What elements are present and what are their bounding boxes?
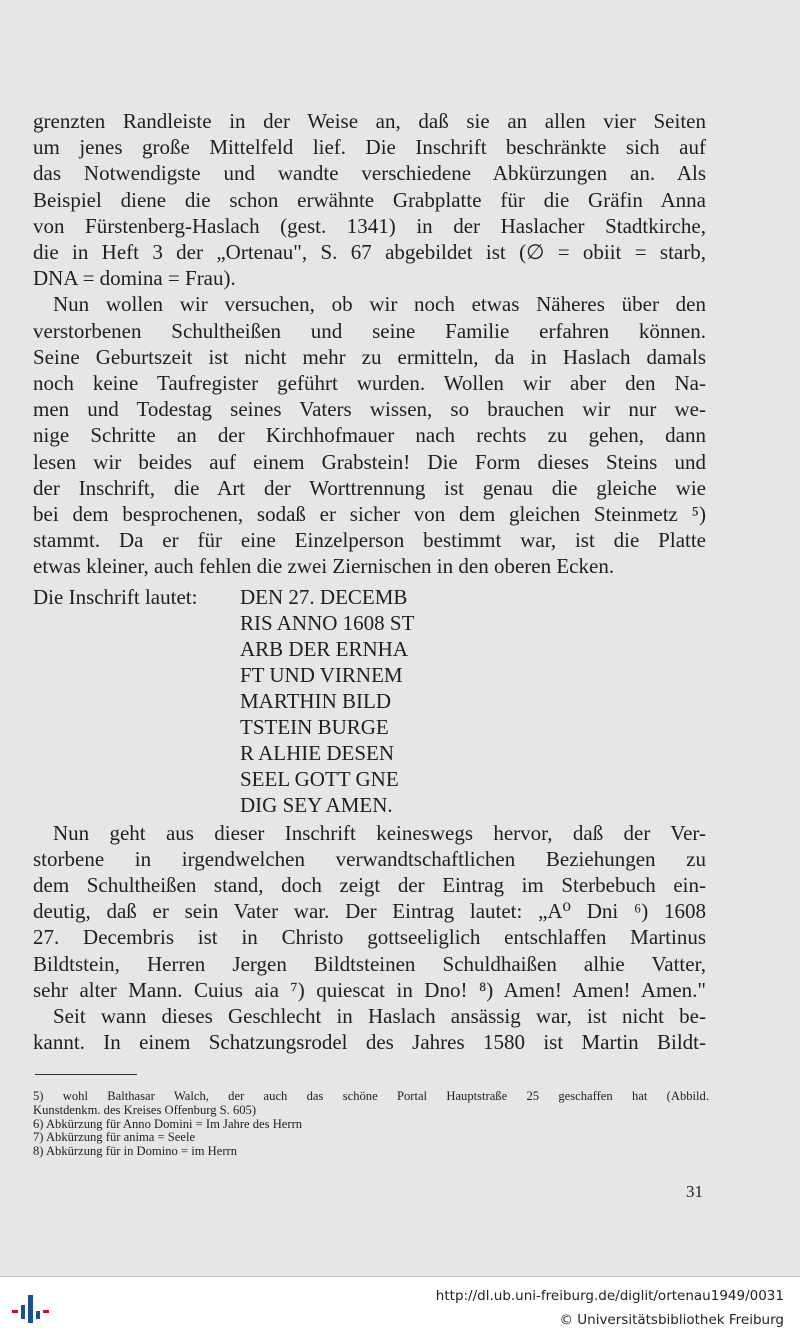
footnote-line: 8) Abkürzung für in Domino = im Herrn	[33, 1144, 238, 1159]
text-line: Seit wann dieses Geschlecht in Haslach ansässig war, ist nicht be-	[53, 1004, 706, 1029]
footnote-line: 6) Abkürzung für Anno Domini = Im Jahre des Herrn	[33, 1116, 303, 1131]
text-line: noch keine Taufregister geführt wurden. Wollen wir aber den Na-	[33, 371, 706, 396]
text-line: storbene in irgendwelchen verwandtschaftlichen Beziehungen zu	[33, 846, 706, 871]
inscription-line: RIS ANNO 1608 ST	[240, 610, 415, 635]
inscription-block	[33, 584, 706, 818]
inscription-line: TSTEIN BURGE	[240, 714, 389, 739]
paragraph-1	[33, 108, 706, 291]
text-line: verstorbenen Schultheißen und seine Familie erfahren können.	[33, 318, 706, 343]
footnote-line: Kunstdenkm. des Kreises Offenburg S. 605)	[33, 1102, 257, 1117]
text-line: kannt. In einem Schatzungsrodel des Jahres 1580 ist Martin Bildt-	[33, 1030, 706, 1055]
text-line: stammt. Da er für eine Einzelperson bestimmt war, ist die Platte	[33, 528, 706, 553]
inscription-line: DEN 27. DECEMB	[240, 584, 408, 609]
copyright-notice: © Universitätsbibliothek Freiburg	[559, 1312, 784, 1328]
body-text	[33, 108, 706, 1055]
text-line: Seine Geburtszeit ist nicht mehr zu ermitteln, da in Haslach damals	[33, 344, 706, 369]
text-line: etwas kleiner, auch fehlen die zwei Ziernischen in den oberen Ecken.	[33, 554, 615, 579]
text-line: das Notwendigste und wandte verschiedene Abkürzungen an. Als	[33, 161, 706, 186]
footnote-divider	[35, 1074, 137, 1075]
text-line: von Fürstenberg-Haslach (gest. 1341) in der Haslacher Stadtkirche,	[33, 213, 706, 238]
text-line: Nun wollen wir versuchen, ob wir noch etwas Näheres über den	[53, 292, 706, 317]
text-line: men und Todestag seines Vaters wissen, so brauchen wir nur we-	[33, 397, 706, 422]
footnote-line: 7) Abkürzung für anima = Seele	[33, 1130, 196, 1145]
inscription-line: SEEL GOTT GNE	[240, 766, 399, 791]
text-line: Beispiel diene die schon erwähnte Grabplatte für die Gräfin Anna	[33, 187, 706, 212]
text-line: 27. Decembris ist in Christo gottseeliglich entschlaffen Martinus	[33, 925, 706, 950]
viewer-footer	[0, 1276, 800, 1337]
inscription-line: DIG SEY AMEN.	[240, 792, 393, 817]
inscription-line: FT UND VIRNEM	[240, 662, 403, 687]
text-line: DNA = domina = Frau).	[33, 266, 236, 291]
ub-freiburg-logo-icon[interactable]	[8, 1289, 52, 1329]
text-line: sehr alter Mann. Cuius aia ⁷) quiescat in Dno! ⁸) Amen! Amen! Amen."	[33, 977, 706, 1002]
text-line: der Inschrift, die Art der Worttrennung ist genau die gleiche wie	[33, 475, 706, 500]
text-line: Bildtstein, Herren Jergen Bildtsteinen Schuldhaißen alhie Vatter,	[33, 951, 706, 976]
text-line: dem Schultheißen stand, doch zeigt der Eintrag im Sterbebuch ein-	[33, 873, 706, 898]
inscription-line: ARB DER ERNHA	[240, 636, 409, 661]
paragraph-2	[33, 291, 706, 579]
text-line: grenzten Randleiste in der Weise an, daß sie an allen vier Seiten	[33, 109, 706, 133]
text-line: nige Schritte an der Kirchhofmauer nach rechts zu gehen, dann	[33, 423, 706, 448]
page-number: 31	[686, 1182, 703, 1201]
inscription-text	[240, 584, 414, 818]
inscription-label: Die Inschrift lautet:	[33, 584, 198, 609]
document-url-link[interactable]: http://dl.ub.uni-freiburg.de/diglit/ortenau1949/0031	[435, 1288, 784, 1304]
text-line: um jenes große Mittelfeld lief. Die Inschrift beschränkte sich auf	[33, 135, 706, 160]
text-line: bei dem besprochenen, sodaß er sicher von dem gleichen Steinmetz ⁵)	[33, 502, 706, 527]
paragraph-3	[33, 820, 706, 1003]
inscription-line: MARTHIN BILD	[240, 688, 391, 713]
inscription-line: R ALHIE DESEN	[240, 740, 394, 765]
text-line: lesen wir beides auf einem Grabstein! Die Form dieses Steins und	[33, 449, 706, 474]
footnote-line: 5) wohl Balthasar Walch, der auch das schöne Portal Hauptstraße 25 geschaffen hat (Abbild.	[33, 1089, 709, 1103]
footnotes	[33, 1090, 709, 1159]
text-line: deutig, daß er sein Vater war. Der Eintrag lautet: „A⁰ Dni ⁶) 1608	[33, 899, 706, 924]
paragraph-4	[33, 1003, 706, 1055]
text-line: Nun geht aus dieser Inschrift keineswegs hervor, daß der Ver-	[53, 820, 706, 845]
text-line: die in Heft 3 der „Ortenau", S. 67 abgebildet ist (∅ = obiit = starb,	[33, 240, 706, 265]
